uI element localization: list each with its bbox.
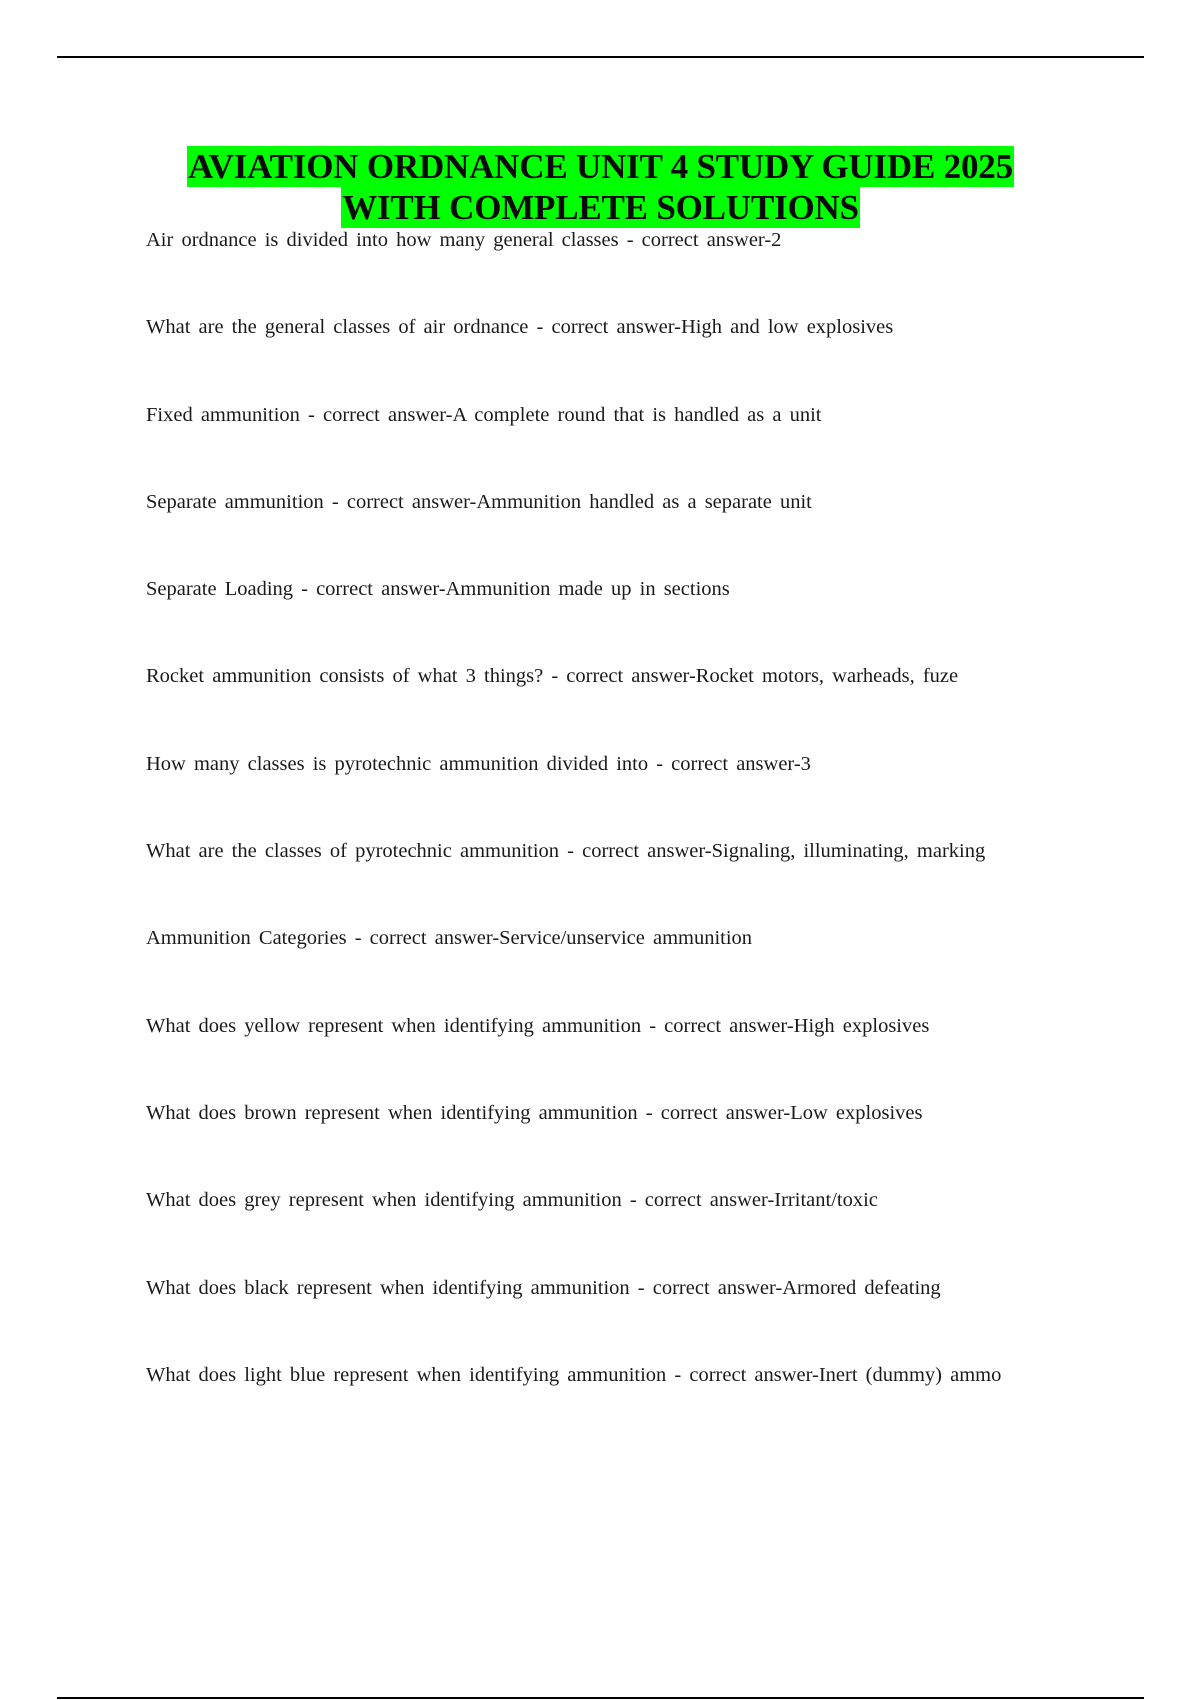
document-title	[57, 146, 1144, 228]
qa-list	[146, 225, 1146, 1447]
title-line-1: AVIATION ORDNANCE UNIT 4 STUDY GUIDE 2025	[188, 147, 1013, 186]
title-line-2: WITH COMPLETE SOLUTIONS	[342, 188, 859, 227]
qa-item: What does brown represent when identifying ammunition - correct answer-Low explosives	[146, 1101, 923, 1124]
qa-item: What does yellow represent when identifying ammunition - correct answer-High explosives	[146, 1014, 930, 1037]
qa-item: What does light blue represent when identifying ammunition - correct answer-Inert (dummy) ammo	[146, 1363, 1002, 1386]
qa-item: Separate Loading - correct answer-Ammunition made up in sections	[146, 578, 730, 601]
qa-item: Separate ammunition - correct answer-Ammunition handled as a separate unit	[146, 490, 812, 513]
qa-item: What are the general classes of air ordnance - correct answer-High and low explosives	[146, 316, 894, 339]
qa-item: Ammunition Categories - correct answer-Service/unservice ammunition	[146, 927, 753, 950]
qa-item: How many classes is pyrotechnic ammunition divided into - correct answer-3	[146, 752, 811, 775]
bottom-rule	[57, 1697, 1144, 1699]
qa-item: Fixed ammunition - correct answer-A complete round that is handled as a unit	[146, 403, 822, 426]
qa-item: Air ordnance is divided into how many general classes - correct answer-2	[146, 229, 782, 251]
top-rule	[57, 56, 1144, 58]
qa-item: What does grey represent when identifying ammunition - correct answer-Irritant/toxic	[146, 1189, 878, 1212]
qa-item: What does black represent when identifying ammunition - correct answer-Armored defeating	[146, 1276, 941, 1299]
qa-item: Rocket ammunition consists of what 3 things? - correct answer-Rocket motors, warheads, fuze	[146, 665, 959, 688]
qa-item: What are the classes of pyrotechnic ammunition - correct answer-Signaling, illuminating, marking	[146, 840, 986, 863]
